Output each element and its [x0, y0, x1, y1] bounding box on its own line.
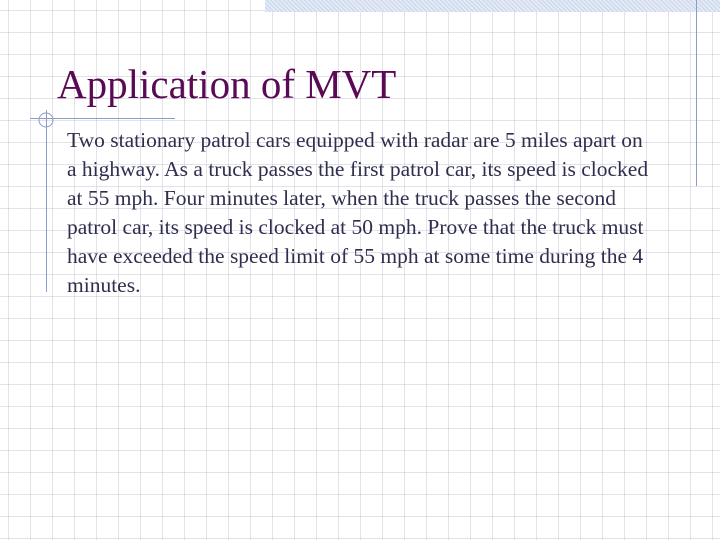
top-decorative-band	[265, 0, 720, 12]
slide-title: Application of MVT	[57, 61, 397, 107]
right-decorative-line	[696, 0, 697, 186]
slide-body-text: Two stationary patrol cars equipped with radar are 5 miles apart on a highway. As a truck passes the first patrol car, its speed is clocked at 55 mph. Four minutes later, when the truck passes the second patrol car, its speed is clocked at 50 mph. Prove that the truck must have exceeded the speed limit of 55 mph at some time during the 4 minutes.	[67, 128, 649, 297]
circle-ornament-icon	[36, 110, 56, 130]
left-decorative-line	[46, 110, 47, 292]
